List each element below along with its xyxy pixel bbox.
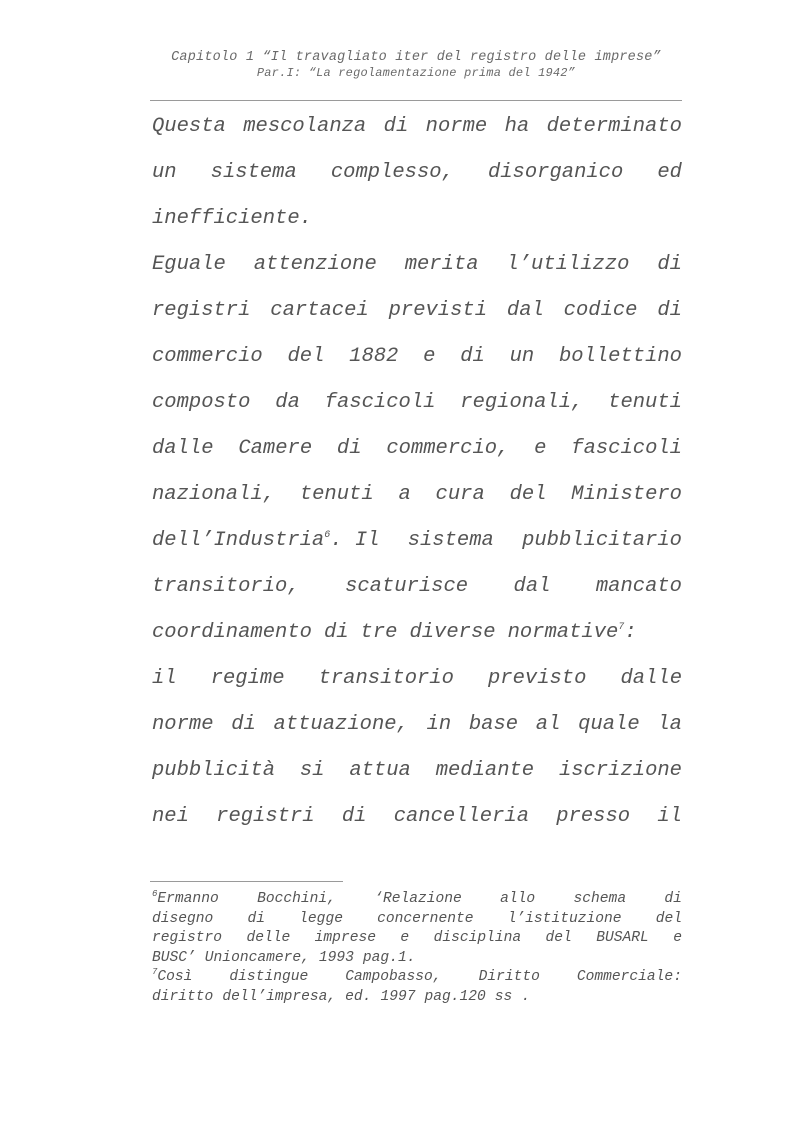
word: ed.	[345, 988, 372, 1005]
footnote-ref-6[interactable]: 6	[324, 530, 331, 542]
body-line-11	[152, 568, 682, 614]
footnote-ref-7[interactable]: 7	[618, 622, 625, 634]
word: registri	[152, 299, 251, 322]
word: cancelleria	[393, 805, 530, 828]
word: norme	[152, 713, 214, 736]
body-line-4	[152, 246, 682, 292]
body-line-14	[152, 706, 682, 752]
word: disciplina	[433, 930, 522, 946]
word: 1993	[318, 949, 354, 966]
word: del	[655, 910, 682, 927]
word: 1882	[349, 345, 399, 368]
word: mancato	[595, 575, 682, 598]
word: nei	[152, 805, 189, 828]
body-line-8	[152, 430, 682, 476]
word: di	[657, 253, 682, 276]
word: Campobasso,	[345, 969, 442, 985]
word: composto	[152, 391, 251, 414]
word: complesso,	[330, 161, 454, 184]
footnote-separator	[150, 881, 343, 882]
word: un	[152, 161, 177, 184]
word: di	[383, 115, 409, 138]
word: dalle	[620, 667, 682, 690]
word: ‘Relazione	[374, 891, 462, 907]
word: Diritto	[478, 969, 540, 985]
word: e	[673, 930, 682, 946]
body-line-15	[152, 752, 682, 798]
footnote-7-line-1	[152, 968, 682, 988]
word-text: . Il	[330, 529, 380, 552]
body-text	[152, 108, 682, 844]
word: ed	[657, 161, 682, 184]
word: e	[423, 345, 436, 368]
word-text: normative	[507, 621, 619, 644]
word: tenuti	[608, 391, 682, 414]
word: attenzione	[253, 253, 377, 276]
word: diverse	[409, 621, 496, 644]
word: fascicoli	[571, 437, 682, 460]
word: distingue	[229, 969, 309, 985]
word: regionali,	[460, 391, 584, 414]
word: di	[341, 805, 367, 828]
word: Unioncamere,	[204, 949, 310, 966]
body-line-10	[152, 522, 682, 568]
word: tre	[360, 621, 398, 644]
word: legge	[299, 910, 343, 927]
word: regime	[210, 667, 285, 690]
body-line-7	[152, 384, 682, 430]
word: iscrizione	[558, 759, 682, 782]
word: imprese	[314, 930, 376, 946]
word: quale	[578, 713, 640, 736]
word: previsti	[388, 299, 488, 322]
word: Commerciale:	[576, 969, 682, 985]
word: BUSARL	[596, 930, 649, 946]
word: di	[231, 713, 256, 736]
word: dalle	[152, 437, 214, 460]
footnote-6-line-1	[152, 890, 682, 910]
word-text: :	[624, 621, 637, 644]
word: transitorio	[318, 667, 454, 690]
footnote-7-line-2	[152, 988, 682, 1008]
word: base	[468, 713, 519, 736]
word: commercio,	[386, 437, 510, 460]
word: pag.120	[424, 988, 486, 1005]
body-line-6	[152, 338, 682, 384]
word: previsto	[487, 667, 587, 690]
word: dal	[513, 575, 551, 598]
footnote-6-line-2	[152, 910, 682, 930]
body-line-9	[152, 476, 682, 522]
footnotes	[152, 890, 682, 1007]
word: del	[509, 483, 547, 506]
word: e	[534, 437, 547, 460]
word: ss	[494, 988, 513, 1005]
word: codice	[563, 299, 638, 322]
word: Eguale	[152, 253, 226, 276]
body-line-16	[152, 798, 682, 844]
word: concernente	[377, 910, 474, 927]
word: si	[299, 759, 325, 782]
word: diritto	[152, 988, 214, 1005]
word: Camere	[238, 437, 313, 460]
word: schema	[573, 891, 627, 907]
word: delle	[246, 930, 291, 946]
body-line-1	[152, 108, 682, 154]
word: coordinamento	[152, 621, 312, 644]
word: Ministero	[571, 483, 682, 506]
word: il	[152, 667, 177, 690]
footnote-6-line-3	[152, 929, 682, 949]
running-header	[150, 50, 682, 81]
word: un	[509, 345, 535, 368]
body-line-12	[152, 614, 682, 660]
word	[152, 968, 192, 988]
word: cura	[435, 483, 485, 506]
word: determinato	[546, 115, 682, 138]
word: in	[426, 713, 452, 736]
word: l’istituzione	[507, 910, 622, 927]
word: di	[657, 299, 682, 322]
header-paragraph-title: Par.I: “La regolamentazione prima del 1942”	[256, 66, 576, 80]
header-chapter-title: Capitolo 1 “Il travagliato iter del registro delle imprese”	[171, 50, 661, 65]
word: disegno	[152, 910, 214, 927]
word: commercio	[152, 345, 263, 368]
word: allo	[500, 891, 536, 907]
word: mescolanza	[243, 115, 367, 138]
word: transitorio,	[152, 575, 300, 598]
word: l’utilizzo	[506, 253, 630, 276]
word: registri	[216, 805, 315, 828]
word: del	[287, 345, 325, 368]
word: pubblicitario	[522, 529, 682, 552]
word: di	[664, 891, 682, 907]
body-line-5	[152, 292, 682, 338]
word: dal	[506, 299, 544, 322]
word: al	[535, 713, 561, 736]
word: merita	[404, 253, 479, 276]
body-line-2	[152, 154, 682, 200]
word	[152, 890, 219, 910]
word: scaturisce	[345, 575, 469, 598]
word	[152, 522, 379, 568]
word: .	[521, 988, 531, 1005]
word: disorganico	[487, 161, 624, 184]
word: sistema	[210, 161, 297, 184]
word-text: Così	[157, 969, 193, 985]
word: registro	[152, 930, 223, 946]
word: Bocchini,	[257, 891, 336, 907]
word: attua	[349, 759, 411, 782]
word: pubblicità	[152, 759, 276, 782]
word: di	[323, 621, 349, 644]
word-text: Ermanno	[157, 891, 219, 907]
body-line-3	[152, 200, 682, 246]
word: bollettino	[558, 345, 682, 368]
word: di	[336, 437, 362, 460]
word: dell’impresa,	[222, 988, 337, 1005]
word: la	[657, 713, 682, 736]
body-line-13	[152, 660, 682, 706]
word: mediante	[435, 759, 535, 782]
word: cartacei	[270, 299, 369, 322]
word: ha	[504, 115, 530, 138]
word: Questa	[152, 115, 226, 138]
word: a	[398, 483, 411, 506]
word: e	[400, 930, 410, 946]
word: di	[247, 910, 265, 927]
word-text: dell’Industria	[152, 529, 325, 552]
word: inefficiente.	[152, 207, 312, 230]
word: pag.1.	[362, 949, 416, 966]
word: norme	[425, 115, 488, 138]
word: presso	[556, 805, 631, 828]
word: del	[545, 930, 572, 946]
word: sistema	[407, 529, 494, 552]
word: nazionali,	[152, 483, 276, 506]
word	[508, 614, 637, 660]
word: fascicoli	[324, 391, 436, 414]
word: il	[657, 805, 682, 828]
footnote-6-line-4	[152, 949, 682, 969]
header-divider	[150, 100, 682, 101]
word: 1997	[380, 988, 416, 1005]
word: tenuti	[299, 483, 374, 506]
footnote-mark-7: 7	[152, 967, 158, 978]
word: BUSC’	[152, 949, 196, 966]
word: attuazione,	[273, 713, 409, 736]
word: da	[275, 391, 300, 414]
word: di	[460, 345, 485, 368]
footnote-mark-6: 6	[152, 889, 158, 900]
